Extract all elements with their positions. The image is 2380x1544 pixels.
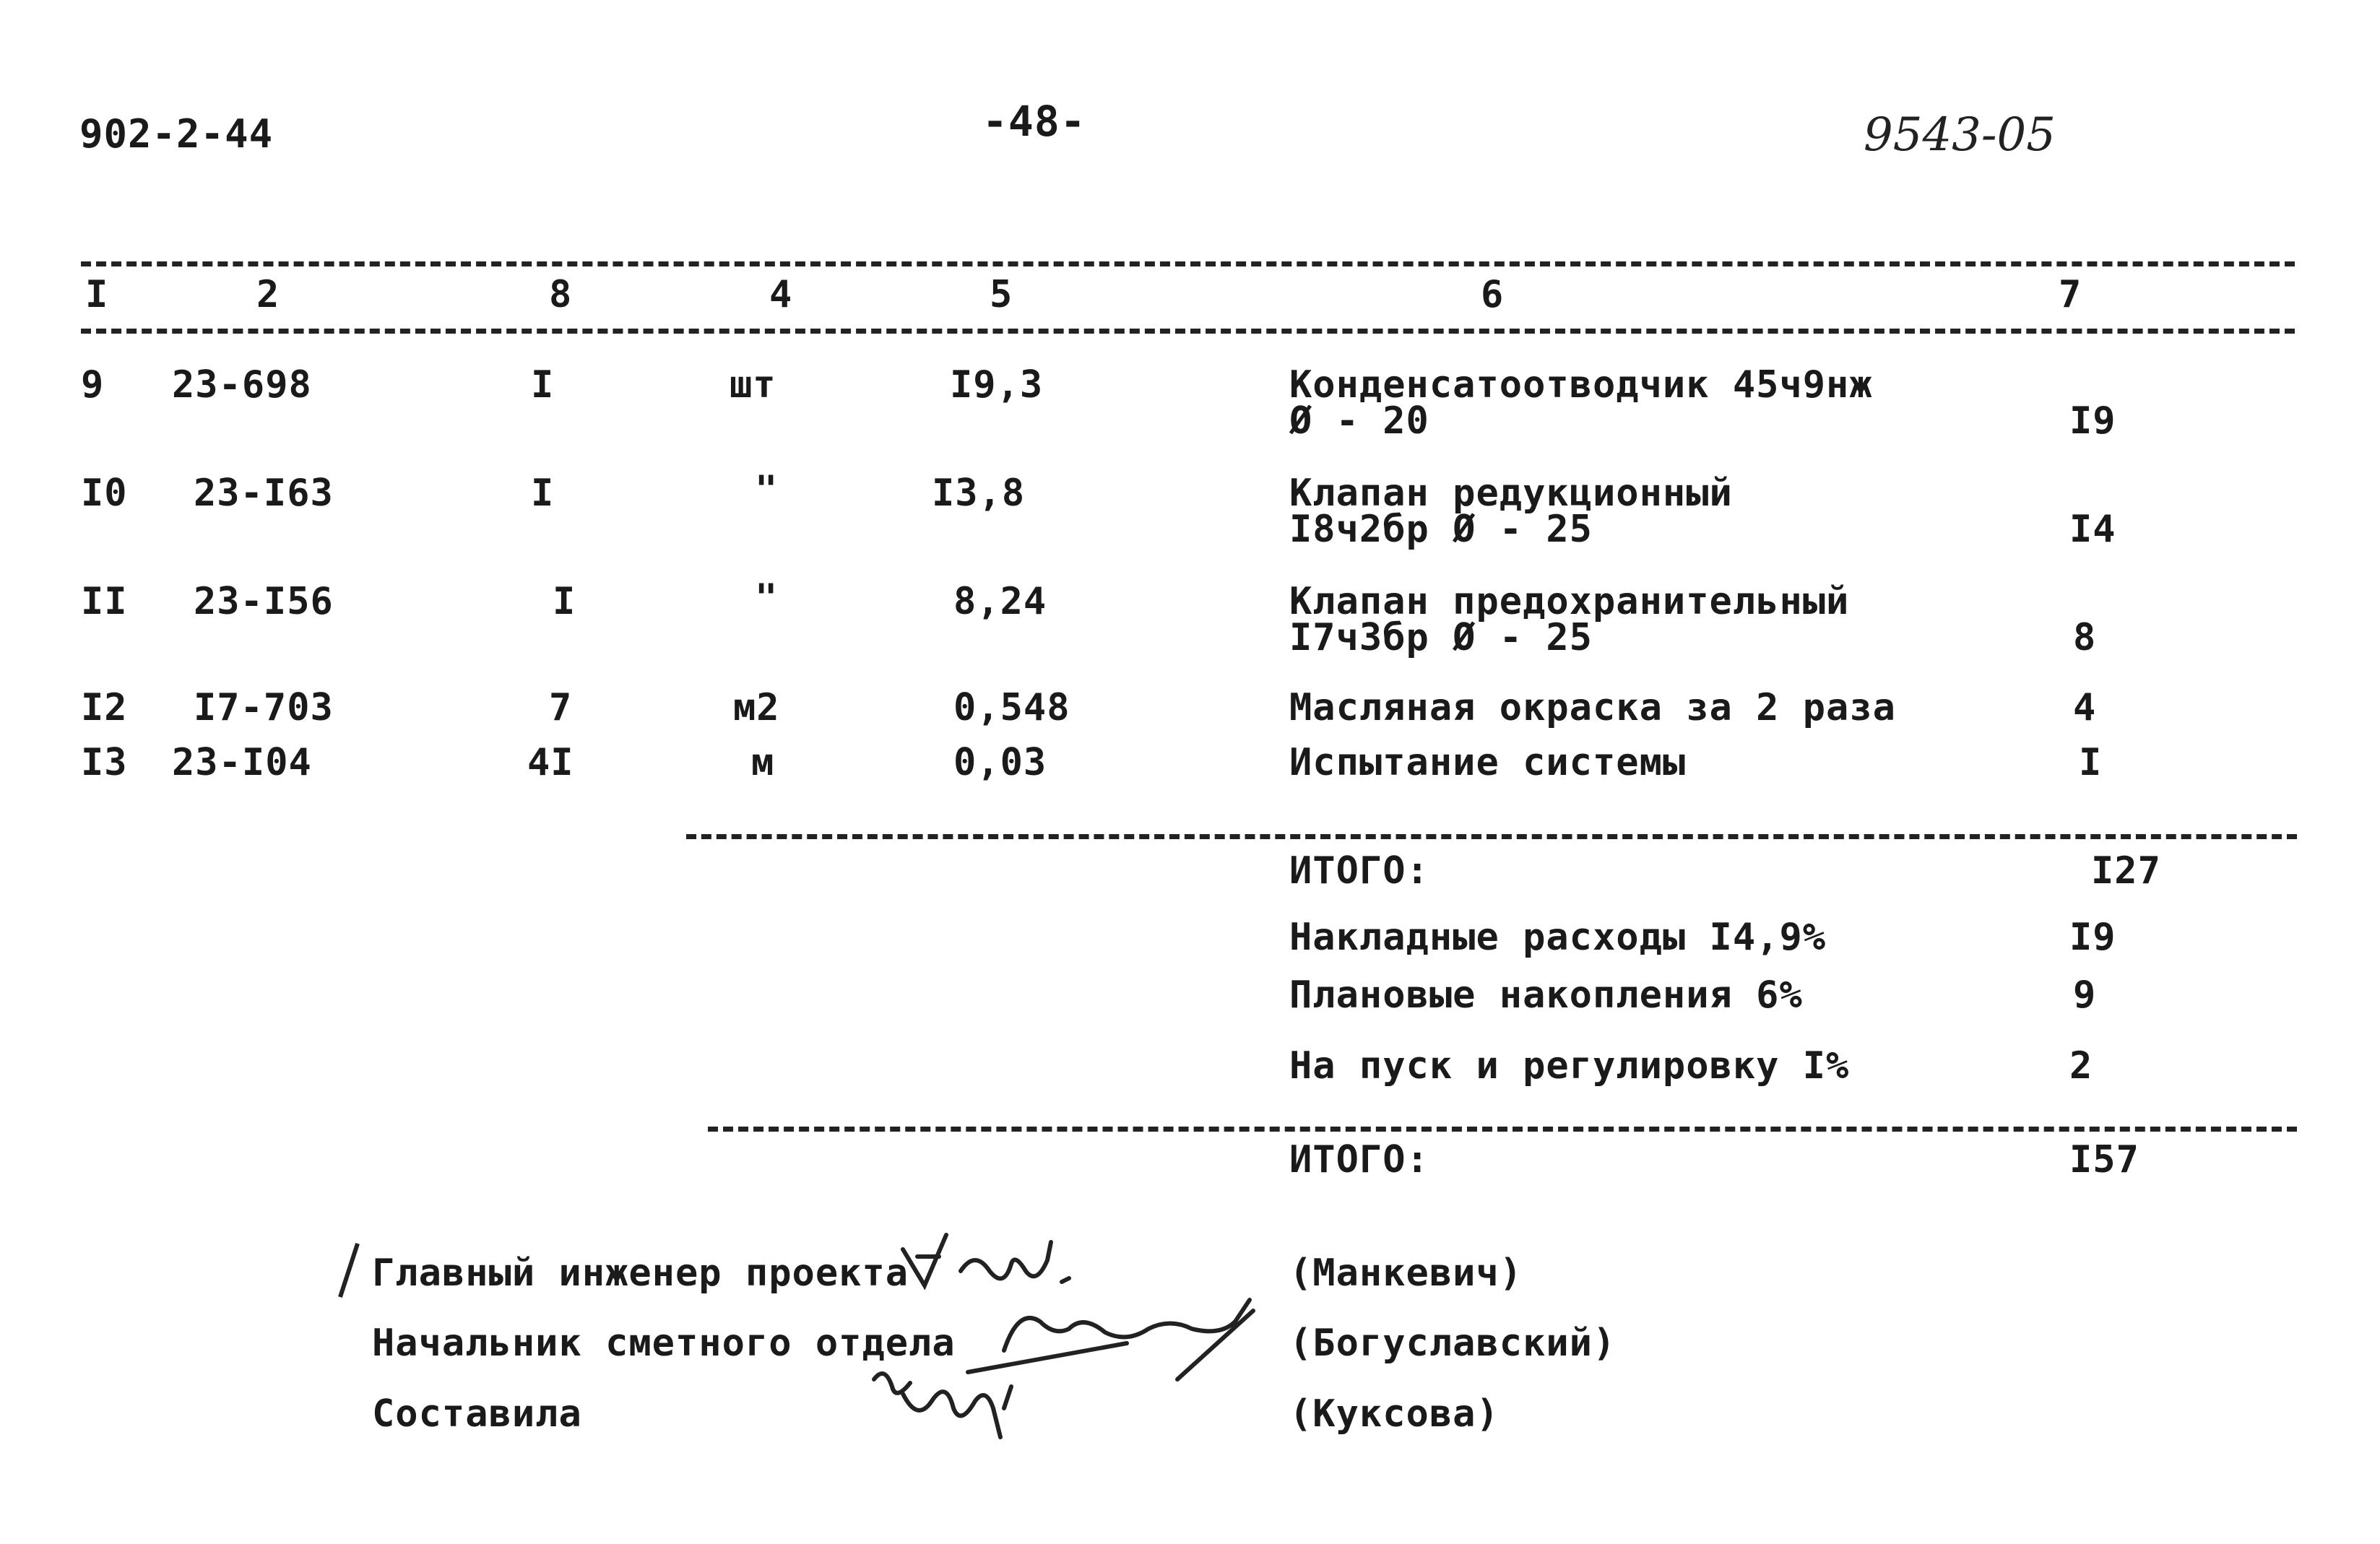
row-13-code: 23-I04: [172, 741, 312, 784]
row-9-unit: шт: [730, 363, 776, 407]
row-13-price: 0,03: [953, 741, 1047, 784]
row-10-qty: I: [531, 472, 555, 515]
signature-name-compiler: (Куксова): [1289, 1392, 1500, 1436]
col-num-6: 6: [1481, 273, 1505, 316]
row-9-price: I9,3: [950, 363, 1044, 407]
row-9-qty: I: [531, 363, 555, 407]
page-number: -48-: [982, 97, 1086, 146]
col-num-5: 5: [990, 273, 1013, 316]
subtotal-label: ИТОГО:: [1289, 849, 1429, 893]
subtotal-value: I27: [2091, 849, 2161, 893]
total-rule: [708, 1127, 2297, 1132]
row-10-unit: ": [755, 468, 779, 511]
planned-savings-label: Плановые накопления 6%: [1289, 973, 1803, 1017]
row-13-desc: Испытание системы: [1289, 741, 1687, 784]
row-10-price: I3,8: [932, 472, 1026, 515]
row-9-desc-line1: Конденсатоотводчик 45ч9нж: [1289, 363, 1873, 407]
row-12-desc: Масляная окраска за 2 раза: [1289, 686, 1896, 729]
overhead-label: Накладные расходы I4,9%: [1289, 916, 1827, 959]
row-9-number: 9: [81, 363, 105, 407]
row-9-total: I9: [2069, 399, 2116, 443]
planned-savings-value: 9: [2073, 973, 2097, 1017]
row-9-desc-line2: Ø - 20: [1289, 399, 1429, 443]
header-top-rule: [81, 261, 2295, 266]
row-11-desc-line2: I7ч3бр Ø - 25: [1289, 616, 1593, 659]
signature-compiler-scribble: [867, 1358, 1040, 1444]
signature-role-chief-engineer: Главный инженер проекта: [372, 1252, 909, 1295]
row-12-price: 0,548: [953, 686, 1070, 729]
total-value: I57: [2069, 1138, 2139, 1181]
col-num-2: 2: [256, 273, 280, 316]
row-12-code: I7-703: [194, 686, 334, 729]
row-12-number: I2: [81, 686, 128, 729]
total-label: ИТОГО:: [1289, 1138, 1429, 1181]
signature-name-chief-engineer: (Манкевич): [1289, 1252, 1523, 1295]
subtotal-rule: [686, 834, 2297, 839]
row-11-desc-line1: Клапан предохранительный: [1289, 580, 1850, 623]
row-10-desc-line2: I8ч2бр Ø - 25: [1289, 508, 1593, 551]
row-11-code: 23-I56: [194, 580, 334, 623]
row-13-unit: м: [751, 741, 775, 784]
row-13-number: I3: [81, 741, 128, 784]
signature-role-estimate-head: Начальник сметного отдела: [372, 1322, 956, 1365]
row-10-desc-line1: Клапан редукционный: [1289, 472, 1733, 515]
row-10-total: I4: [2069, 508, 2116, 551]
startup-label: На пуск и регулировку I%: [1289, 1044, 1850, 1088]
row-12-qty: 7: [549, 686, 573, 729]
row-12-unit: м2: [733, 686, 780, 729]
col-num-7: 7: [2059, 273, 2082, 316]
row-10-number: I0: [81, 472, 128, 515]
row-13-qty: 4I: [527, 741, 574, 784]
row-11-qty: I: [553, 580, 576, 623]
row-9-code: 23-698: [172, 363, 312, 407]
row-12-total: 4: [2073, 686, 2097, 729]
document-code: 902-2-44: [79, 111, 274, 157]
overhead-value: I9: [2069, 916, 2116, 959]
header-bottom-rule: [81, 329, 2295, 334]
handwritten-number: 9543-05: [1864, 108, 2056, 162]
col-num-3: 8: [549, 273, 573, 316]
row-11-unit: ": [755, 576, 779, 620]
startup-value: 2: [2069, 1044, 2093, 1088]
col-num-4: 4: [769, 273, 793, 316]
row-10-code: 23-I63: [194, 472, 334, 515]
row-11-price: 8,24: [953, 580, 1047, 623]
row-11-total: 8: [2073, 616, 2097, 659]
row-11-number: II: [81, 580, 128, 623]
signature-mark-slash: [338, 1243, 360, 1298]
signature-name-estimate-head: (Богуславский): [1289, 1322, 1617, 1365]
row-13-total: I: [2079, 741, 2103, 784]
signature-role-compiler: Составила: [372, 1392, 582, 1436]
col-num-1: I: [85, 273, 109, 316]
